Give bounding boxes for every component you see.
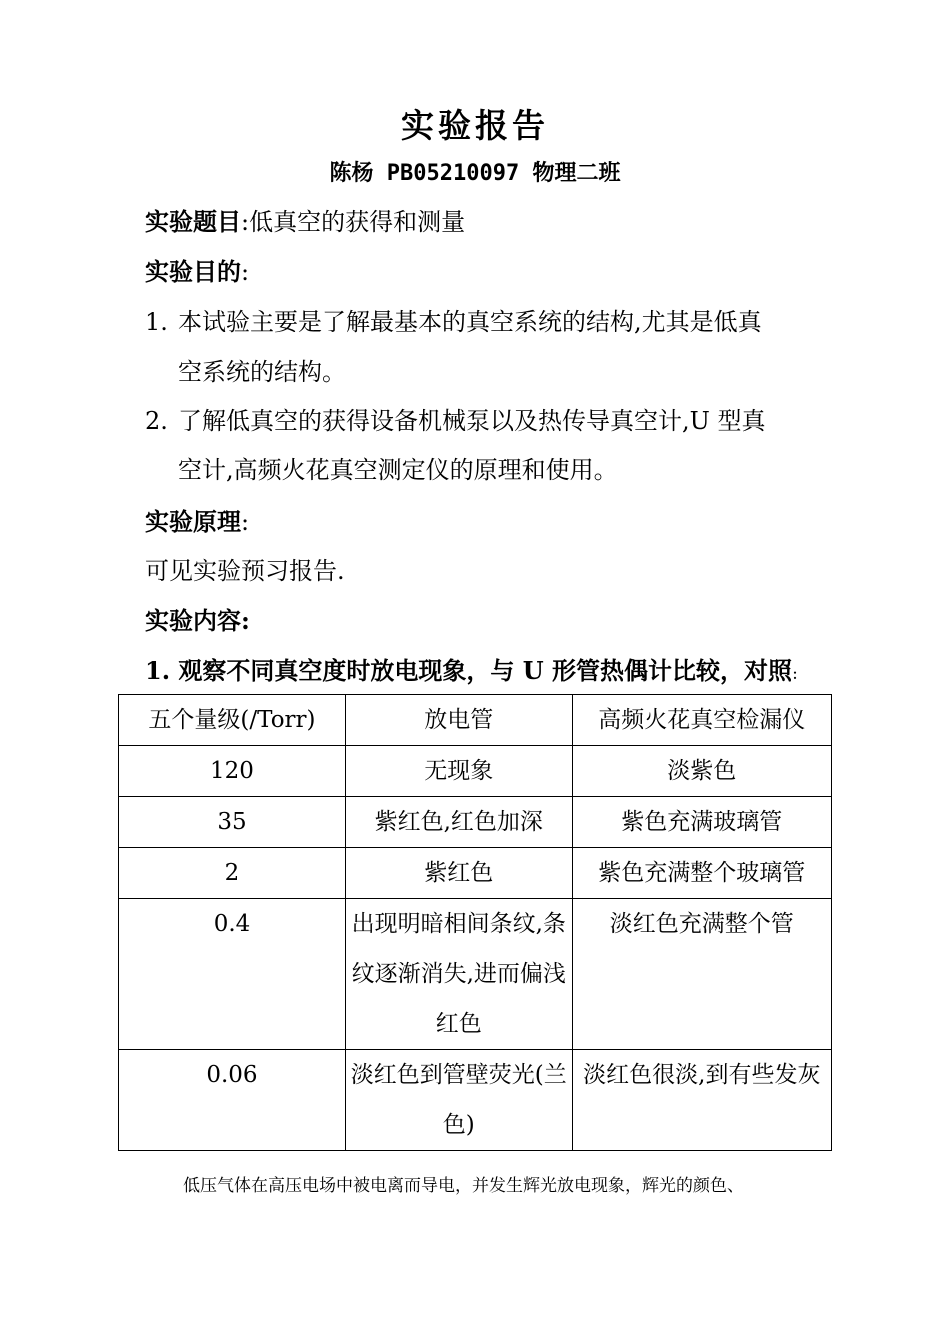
table-header-cell: 高频火花真空检漏仪: [572, 695, 831, 746]
topic-separator: :: [241, 208, 250, 236]
table-cell-tube: 紫红色,红色加深: [345, 797, 572, 848]
content-item-1-text: 1. 观察不同真空度时放电现象，与 U 形管热偶计比较，对照: [145, 656, 793, 685]
table-row: [119, 746, 832, 797]
table-cell-spark: 紫色充满玻璃管: [572, 797, 831, 848]
author-line: 陈杨 PB05210097 物理二班: [329, 161, 621, 186]
purpose-item-1: [145, 307, 762, 337]
purpose-item-number: 2.: [145, 407, 168, 435]
principle-label: 实验原理: [145, 507, 241, 536]
table-cell-level: 35: [119, 797, 346, 848]
purpose-item-number: 1.: [145, 308, 168, 336]
principle-separator: :: [241, 508, 250, 536]
purpose-label: 实验目的: [145, 257, 241, 286]
table-cell-spark: [572, 899, 831, 1050]
table-cell-level: 0.06: [119, 1050, 346, 1151]
table-cell-spark: 淡紫色: [572, 746, 831, 797]
table-cell-tube-text: 淡红色到管壁荧光(兰色): [350, 1062, 567, 1138]
principle-heading: [145, 507, 249, 537]
table-header-cell: 五个量级(/Torr): [119, 695, 346, 746]
results-table: [118, 694, 832, 1151]
purpose-item-2: [145, 406, 765, 436]
content-item-1-separator: :: [792, 664, 798, 684]
topic-label: 实验题目: [145, 207, 241, 236]
table-cell-tube: [345, 1050, 572, 1151]
content-item-1: [145, 656, 798, 689]
topic-line: [145, 207, 465, 237]
table-cell-spark: [572, 1050, 831, 1151]
body-paragraph: 低压气体在高压电场中被电离而导电，并发生辉光放电现象，辉光的颜色、: [183, 1176, 744, 1196]
table-cell-tube: 紫红色: [345, 848, 572, 899]
content-heading: 实验内容:: [145, 606, 250, 635]
table-cell-tube: [345, 899, 572, 1050]
table-header-cell: 放电管: [345, 695, 572, 746]
purpose-item-1-continued: 空系统的结构。: [178, 358, 346, 386]
table-row: [119, 899, 832, 1050]
table-row: [119, 1050, 832, 1151]
purpose-item-2-continued: 空计,高频火花真空测定仪的原理和使用。: [178, 456, 618, 484]
report-title: 实验报告: [401, 106, 549, 145]
purpose-heading: [145, 257, 249, 287]
table-cell-level: 0.4: [119, 899, 346, 1050]
table-cell-tube: 无现象: [345, 746, 572, 797]
table-cell-spark: 紫色充满整个玻璃管: [572, 848, 831, 899]
purpose-item-text: 本试验主要是了解最基本的真空系统的结构,尤其是低真: [178, 308, 762, 336]
table-cell-spark-text: 淡红色很淡,到有些发灰: [583, 1062, 821, 1088]
table-header-row: [119, 695, 832, 746]
purpose-separator: :: [241, 258, 250, 286]
table-cell-level: 2: [119, 848, 346, 899]
table-row: [119, 848, 832, 899]
principle-text: 可见实验预习报告.: [145, 557, 345, 585]
table-cell-level: 120: [119, 746, 346, 797]
table-cell-tube-text: 出现明暗相间条纹,条纹逐渐消失,进而偏浅红色: [351, 911, 566, 1037]
topic-value: 低真空的获得和测量: [249, 208, 466, 236]
table-row: [119, 797, 832, 848]
purpose-item-text: 了解低真空的获得设备机械泵以及热传导真空计,U 型真: [178, 407, 766, 435]
table-cell-spark-text: 淡红色充满整个管: [609, 911, 794, 937]
